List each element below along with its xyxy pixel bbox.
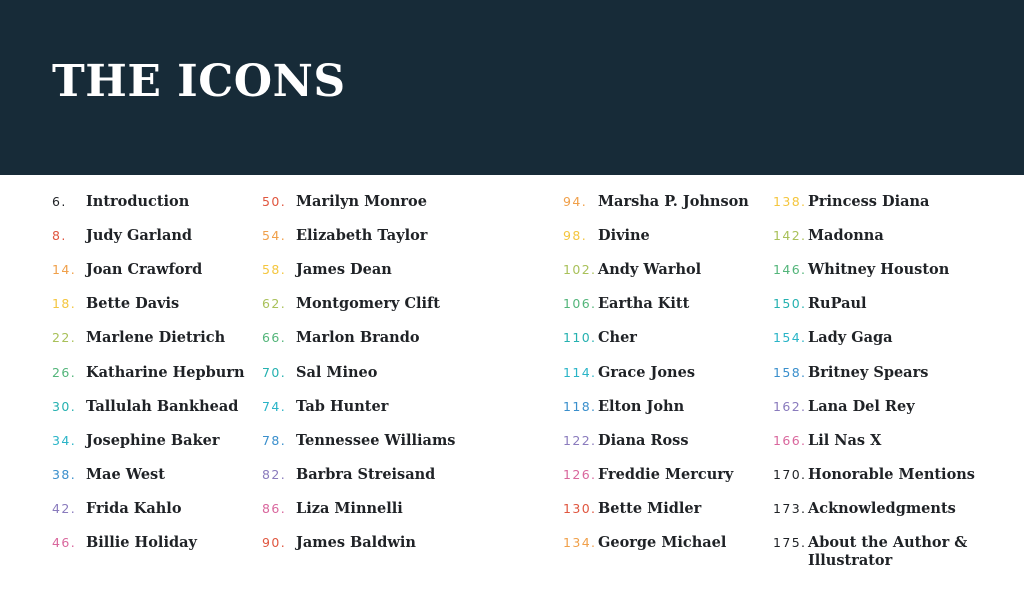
toc-entry-title: Frida Kahlo [86,499,182,517]
toc-page-number: 82. [262,466,287,482]
toc-entry[interactable] [262,261,392,295]
toc-page-number: 154. [773,330,807,346]
toc-page-number: 6. [52,194,67,209]
toc-entry-title: James Baldwin [296,534,416,551]
toc-entry[interactable] [773,364,928,398]
toc-entry-title: Andy Warhol [598,261,702,279]
toc-entry-title: Lil Nas X [808,431,882,449]
toc-page-number: 114. [563,364,597,380]
toc-entry[interactable] [262,534,416,568]
toc-page-number: 158. [773,364,807,380]
toc-entry-title: Tallulah Bankhead [86,397,239,415]
toc-entry[interactable] [563,466,733,500]
toc-page-number: 42. [52,500,77,516]
toc-entry-title: James Dean [296,261,392,279]
toc-entry-title: Tennessee Williams [296,431,456,449]
toc-page-number: 102. [563,262,597,278]
toc-page-number: 62. [262,296,287,312]
toc-entry-title: Joan Crawford [86,261,203,279]
toc-page-number: 138. [773,194,807,209]
toc-page-number: 58. [262,262,287,278]
toc-page-number: 34. [52,432,77,448]
toc-entry-title: Diana Ross [598,431,689,449]
toc-page-number: 166. [773,432,807,448]
toc-entry[interactable] [773,261,949,295]
toc-entry[interactable] [262,398,388,432]
toc-page-number: 66. [262,330,287,346]
toc-page-number: 173. [773,500,807,516]
toc-entry-title: Sal Mineo [296,363,378,381]
toc-entry-title: Barbra Streisand [296,465,436,483]
toc-page-number: 74. [262,398,287,414]
toc-entry-title: Judy Garland [86,227,193,245]
toc-entry[interactable] [773,466,975,500]
toc-entry-title: Princess Diana [808,193,930,210]
toc-page-number: 110. [563,330,597,346]
toc-entry[interactable] [52,466,165,500]
toc-entry-title: Honorable Mentions [808,465,975,483]
toc-page-number: 50. [262,194,287,209]
toc-entry-title: Grace Jones [598,363,695,381]
toc-entry-title: Freddie Mercury [598,465,734,483]
toc-entry[interactable] [262,329,420,363]
toc-page-number: 46. [52,535,77,550]
header-band [0,0,1024,175]
toc-entry[interactable] [52,329,225,363]
toc-page-number: 122. [563,432,597,448]
toc-entry-title: Divine [598,227,650,245]
toc-entry[interactable] [773,227,884,261]
toc-entry[interactable] [773,329,893,363]
toc-entry[interactable] [563,193,749,227]
toc-entry[interactable] [773,534,968,568]
toc-entry-title: Madonna [808,227,884,245]
toc-entry-title: Bette Midler [598,499,702,517]
toc-page-number: 22. [52,330,77,346]
toc-entry[interactable] [52,534,197,568]
toc-page-number: 8. [52,228,67,244]
toc-entry[interactable] [563,500,701,534]
toc-entry[interactable] [563,432,689,466]
toc-entry[interactable] [773,398,915,432]
page-title: THE ICONS [52,56,346,107]
toc-entry-title: Marlon Brando [296,329,420,347]
toc-entry[interactable] [52,295,179,329]
toc-page-number: 162. [773,398,807,414]
toc-entry-title: Britney Spears [808,363,929,381]
toc-entry-title: Liza Minnelli [296,499,403,517]
toc-entry-title: RuPaul [808,295,867,313]
toc-entry[interactable] [262,193,427,227]
toc-page-number: 30. [52,398,77,414]
toc-entry[interactable] [262,432,455,466]
toc-page-number: 134. [563,535,597,550]
toc-page-number: 38. [52,466,77,482]
toc-entry-title: Elizabeth Taylor [296,227,428,245]
toc-page-number: 126. [563,466,597,482]
toc-page-number: 90. [262,535,287,550]
toc-page-number: 175. [773,535,807,550]
toc-page-number: 94. [563,194,588,209]
toc-page-number: 70. [262,364,287,380]
toc-entry[interactable] [52,261,202,295]
toc-page-number: 26. [52,364,77,380]
toc-entry[interactable] [563,227,650,261]
toc-entry[interactable] [563,398,684,432]
toc-entry-title: George Michael [598,534,727,551]
toc-entry[interactable] [773,193,929,227]
toc-entry-title: Cher [598,329,637,347]
toc-entry-title: Josephine Baker [86,431,220,449]
toc-entry[interactable] [262,500,403,534]
toc-entry-title: Marilyn Monroe [296,193,427,210]
toc-entry[interactable] [563,329,637,363]
toc-entry[interactable] [773,295,867,329]
toc-page-number: 146. [773,262,807,278]
toc-entry-title: Montgomery Clift [296,295,440,313]
toc-entry[interactable] [563,364,695,398]
toc-entry[interactable] [563,295,689,329]
toc-entry[interactable] [262,364,377,398]
toc-page-number: 54. [262,228,287,244]
toc-page-number: 142. [773,228,807,244]
toc-entry[interactable] [52,227,192,261]
toc-page-number: 150. [773,296,807,312]
toc-entry[interactable] [52,398,238,432]
toc-entry[interactable] [563,261,701,295]
toc-entry[interactable] [773,500,956,534]
toc-entry-title: Mae West [86,465,165,483]
toc-page-number: 86. [262,500,287,516]
toc-page-number: 14. [52,262,77,278]
toc-page-number: 130. [563,500,597,516]
toc-page-number: 18. [52,296,77,312]
toc-entry[interactable] [563,534,726,568]
toc-entry[interactable] [52,500,182,534]
toc-entry-title: Lana Del Rey [808,397,915,415]
toc-entry[interactable] [262,295,440,329]
toc-entry[interactable] [773,432,881,466]
toc-entry-title: Lady Gaga [808,329,893,347]
toc-entry-title: Billie Holiday [86,534,197,551]
toc-entry-title: Eartha Kitt [598,295,690,313]
toc-entry-title: Marsha P. Johnson [598,193,749,210]
toc-entry-title: Katharine Hepburn [86,363,245,381]
toc-entry[interactable] [262,466,435,500]
toc-page-number: 118. [563,398,597,414]
toc-entry-title: Introduction [86,193,190,210]
toc-entry-title: Marlene Dietrich [86,329,226,347]
toc-entry[interactable] [262,227,427,261]
toc-entry-title: Bette Davis [86,295,180,313]
toc-entry[interactable] [52,193,189,227]
toc-entry-title: Elton John [598,397,685,415]
toc-entry-title: Whitney Houston [808,261,950,279]
toc-entry-title: Acknowledgments [808,499,956,517]
toc-page-number: 106. [563,296,597,312]
toc-page-number: 170. [773,466,807,482]
toc-page-number: 98. [563,228,588,244]
toc-entry[interactable] [52,432,220,466]
toc-page-number: 78. [262,432,287,448]
toc-entry-title: About the Author & Illustrator [808,534,968,569]
toc-entry-title: Tab Hunter [296,397,389,415]
toc-entry[interactable] [52,364,245,398]
